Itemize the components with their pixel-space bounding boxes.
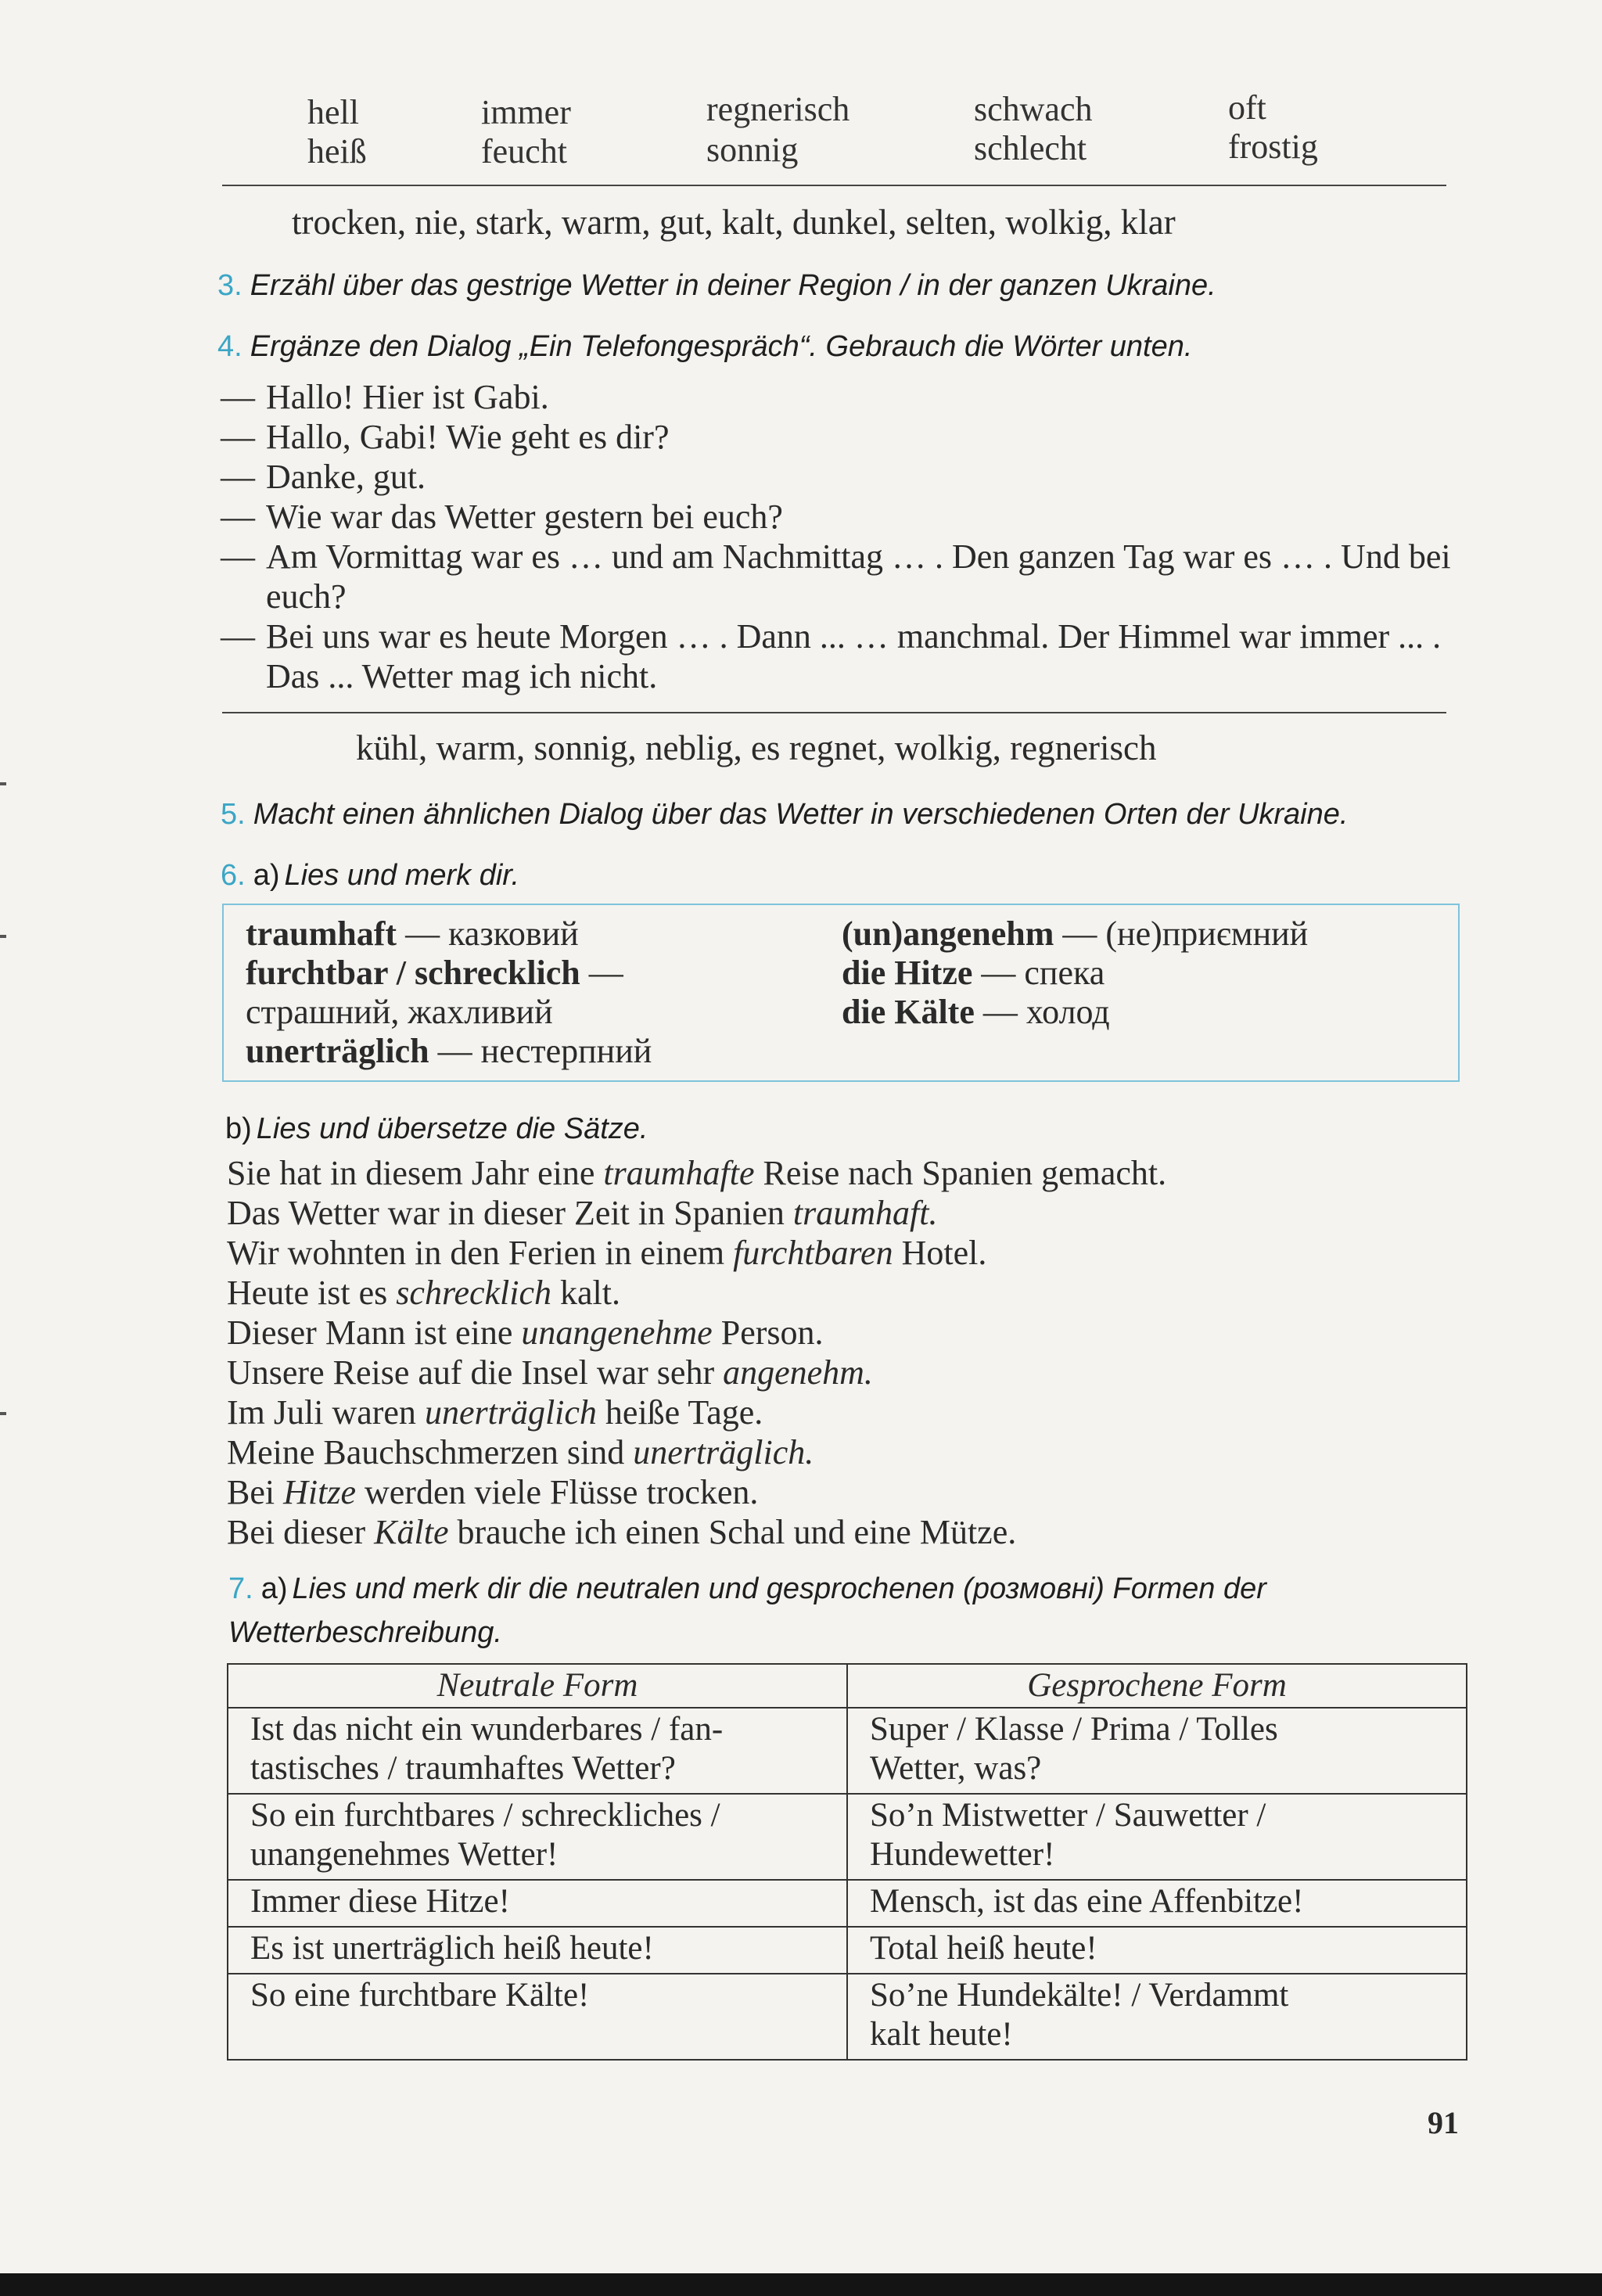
task-instruction: Lies und merk dir. (284, 859, 520, 892)
word-cell: schwach (974, 90, 1093, 128)
dialog-text: Am Vormittag war es … und am Nachmittag … . Den ganzen Tag war es … . Und bei euch? (266, 537, 1451, 616)
sentence-keyword: unangenehme (521, 1313, 713, 1352)
word-cell: regnerisch (706, 90, 850, 128)
word-cell: immer (481, 93, 571, 131)
sentence (227, 1392, 1166, 1432)
sentence-text: Hotel. (893, 1234, 987, 1272)
dialog-text: Hallo! Hier ist Gabi. (266, 378, 549, 416)
vocab-entry (246, 1032, 652, 1071)
sentence-text: Reise nach Spanien gemacht. (754, 1154, 1167, 1192)
vocab-term: traumhaft (246, 914, 397, 953)
cell-spoken-form: So’ne Hundekälte! / Verdammt kalt heute! (847, 1974, 1467, 2060)
task-number: 3. (217, 269, 242, 302)
sentence-text: heiße Tage. (596, 1393, 763, 1432)
cell-neutral-form: So eine furchtbare Kälte! (228, 1974, 847, 2060)
divider-rule (222, 185, 1446, 186)
task-7a-continued (228, 1616, 502, 1650)
sentence-text: kalt. (551, 1274, 620, 1312)
sentence-text: Bei (227, 1473, 284, 1511)
vocab-term: (un)angenehm (842, 914, 1054, 953)
vocab-translation: — (не)приємний (1054, 914, 1309, 953)
scan-mark (0, 1412, 6, 1415)
dialog-dash: — (221, 378, 255, 416)
vocab-translation: страшний, жахливий (246, 993, 553, 1031)
subtask-label: b) (225, 1112, 252, 1145)
sentence-text: Im Juli waren (227, 1393, 425, 1432)
dialog-line (221, 457, 1457, 497)
dialog-text: Bei uns war es heute Morgen … . Dann ... … manchmal. Der Himmel war immer ... . Das ... Wetter mag ich nicht. (266, 617, 1442, 695)
sentence-keyword: Hitze (283, 1473, 356, 1511)
vocab-term: die Hitze (842, 954, 973, 992)
vocab-translation: — нестерпний (429, 1032, 652, 1070)
sentence (227, 1273, 1166, 1313)
cell-spoken-form: Mensch, ist das eine Affenbitze! (847, 1880, 1467, 1927)
sentence-text: Heute ist es (227, 1274, 397, 1312)
vocab-translation: — холод (974, 993, 1110, 1031)
sentence-text: Das Wetter war in dieser Zeit in Spanien (227, 1194, 793, 1232)
sentence (227, 1353, 1166, 1392)
sentence-text: Wir wohnten in den Ferien in einem (227, 1234, 734, 1272)
sentence-keyword: unerträglich (424, 1393, 597, 1432)
table-row (228, 1708, 1467, 1794)
sentence-text: Bei dieser (227, 1513, 375, 1551)
vocab-entry (842, 914, 1308, 954)
cell-spoken-form: Super / Klasse / Prima / Tolles Wetter, was? (847, 1708, 1467, 1794)
sentence (227, 1153, 1166, 1193)
task-number: 5. (221, 798, 246, 831)
sentence-text: Person. (712, 1313, 824, 1352)
word-cell: sonnig (706, 131, 799, 169)
dialog-dash: — (221, 458, 255, 496)
vocab-entry (246, 914, 652, 954)
dialog-dash: — (221, 418, 255, 456)
dialog-dash: — (221, 537, 255, 576)
table-row (228, 1794, 1467, 1880)
word-cell: hell (307, 93, 359, 131)
word-cell: feucht (481, 132, 567, 171)
vocab-entry (246, 993, 652, 1032)
table-header-row (228, 1664, 1467, 1708)
dialog-line (221, 417, 1457, 457)
sentence-text: Dieser Mann ist eine (227, 1313, 522, 1352)
word-bank-1: trocken, nie, stark, warm, gut, kalt, dunkel, selten, wolkig, klar (292, 203, 1176, 242)
dialog-line (221, 616, 1457, 696)
vocab-term: furchtbar / schrecklich (246, 954, 580, 992)
dialog-text: Wie war das Wetter gestern bei euch? (266, 498, 783, 536)
sentence (227, 1432, 1166, 1472)
dialog (221, 377, 1457, 696)
sentence-keyword: schrecklich (396, 1274, 552, 1312)
table-row (228, 1974, 1467, 2060)
sentence-keyword: traumhafte (603, 1154, 755, 1192)
column-header-spoken: Gesprochene Form (847, 1664, 1467, 1708)
dialog-line (221, 497, 1457, 537)
vocab-term: unerträglich (246, 1032, 429, 1070)
task-5 (221, 798, 1348, 832)
task-number: 4. (217, 330, 242, 363)
scan-mark (0, 782, 6, 785)
word-cell: heiß (307, 132, 367, 171)
weather-forms-table (227, 1663, 1467, 2061)
vocab-entry (246, 954, 652, 993)
task-instruction: Ergänze den Dialog „Ein Telefongespräch“. Gebrauch die Wörter unten. (250, 330, 1193, 363)
vocab-entry (842, 954, 1308, 993)
vocab-entry (842, 993, 1308, 1032)
sentence-text: werden viele Flüsse trocken. (356, 1473, 759, 1511)
sentence-text: Sie hat in diesem Jahr eine (227, 1154, 604, 1192)
divider-rule (222, 712, 1446, 713)
dialog-dash: — (221, 498, 255, 536)
word-bank-2: kühl, warm, sonnig, neblig, es regnet, wolkig, regnerisch (356, 728, 1157, 767)
dialog-line (221, 377, 1457, 417)
task-instruction: Erzähl über das gestrige Wetter in deiner Region / in der ganzen Ukraine. (250, 269, 1216, 302)
sentence-keyword: unerträglich. (633, 1433, 814, 1471)
word-cell: schlecht (974, 129, 1087, 167)
vocab-translation: — казковий (397, 914, 579, 953)
example-sentences (227, 1153, 1166, 1552)
cell-neutral-form: So ein furchtbares / schreckliches / unangenehmes Wetter! (228, 1794, 847, 1880)
cell-neutral-form: Immer diese Hitze! (228, 1880, 847, 1927)
dialog-line (221, 537, 1457, 616)
dialog-dash: — (221, 617, 255, 656)
task-instruction: Wetterbeschreibung. (228, 1616, 502, 1649)
table-row (228, 1927, 1467, 1974)
task-6a (221, 859, 519, 893)
word-cell: oft (1228, 88, 1266, 127)
task-number: 7. (228, 1572, 253, 1605)
task-instruction: Lies und merk dir die neutralen und gesprochenen (розмовні) Formen der (292, 1572, 1266, 1605)
cell-neutral-form: Ist das nicht ein wunderbares / fan- tastisches / traumhaftes Wetter? (228, 1708, 847, 1794)
sentence (227, 1472, 1166, 1512)
task-4 (217, 330, 1192, 364)
table-row (228, 1880, 1467, 1927)
sentence-text: Meine Bauchschmerzen sind (227, 1433, 634, 1471)
sentence-text: Unsere Reise auf die Insel war sehr (227, 1353, 724, 1392)
task-6b (225, 1112, 648, 1146)
dialog-text: Danke, gut. (266, 458, 426, 496)
task-3 (217, 269, 1216, 303)
vocab-column-left (246, 914, 652, 1071)
page-number: 91 (1428, 2105, 1459, 2140)
cell-spoken-form: So’n Mistwetter / Sauwetter / Hundewetter! (847, 1794, 1467, 1880)
sentence (227, 1233, 1166, 1273)
subtask-label: a) (260, 1572, 288, 1605)
task-instruction: Lies und übersetze die Sätze. (256, 1112, 648, 1145)
cell-spoken-form: Total heiß heute! (847, 1927, 1467, 1974)
sentence-keyword: traumhaft. (792, 1194, 938, 1232)
scan-mark (0, 935, 6, 938)
vocab-column-right (842, 914, 1308, 1032)
task-instruction: Macht einen ähnlichen Dialog über das Wetter in verschiedenen Orten der Ukraine. (253, 798, 1349, 831)
sentence-keyword: furchtbaren (733, 1234, 893, 1272)
cell-neutral-form: Es ist unerträglich heiß heute! (228, 1927, 847, 1974)
vocabulary-box (222, 904, 1460, 1082)
sentence-keyword: Kälte (374, 1513, 449, 1551)
sentence (227, 1313, 1166, 1353)
dialog-text: Hallo, Gabi! Wie geht es dir? (266, 418, 670, 456)
sentence-keyword: angenehm. (723, 1353, 873, 1392)
subtask-label: a) (253, 859, 280, 892)
sentence (227, 1193, 1166, 1233)
sentence-text: brauche ich einen Schal und eine Mütze. (448, 1513, 1017, 1551)
sentence (227, 1512, 1166, 1552)
scan-bottom-edge (0, 2273, 1602, 2296)
task-number: 6. (221, 859, 246, 892)
vocab-term: die Kälte (842, 993, 975, 1031)
column-header-neutral: Neutrale Form (228, 1664, 847, 1708)
task-7a (228, 1572, 1266, 1606)
word-cell: frostig (1228, 128, 1318, 166)
vocab-translation: — (580, 954, 623, 992)
vocab-translation: — спека (972, 954, 1105, 992)
